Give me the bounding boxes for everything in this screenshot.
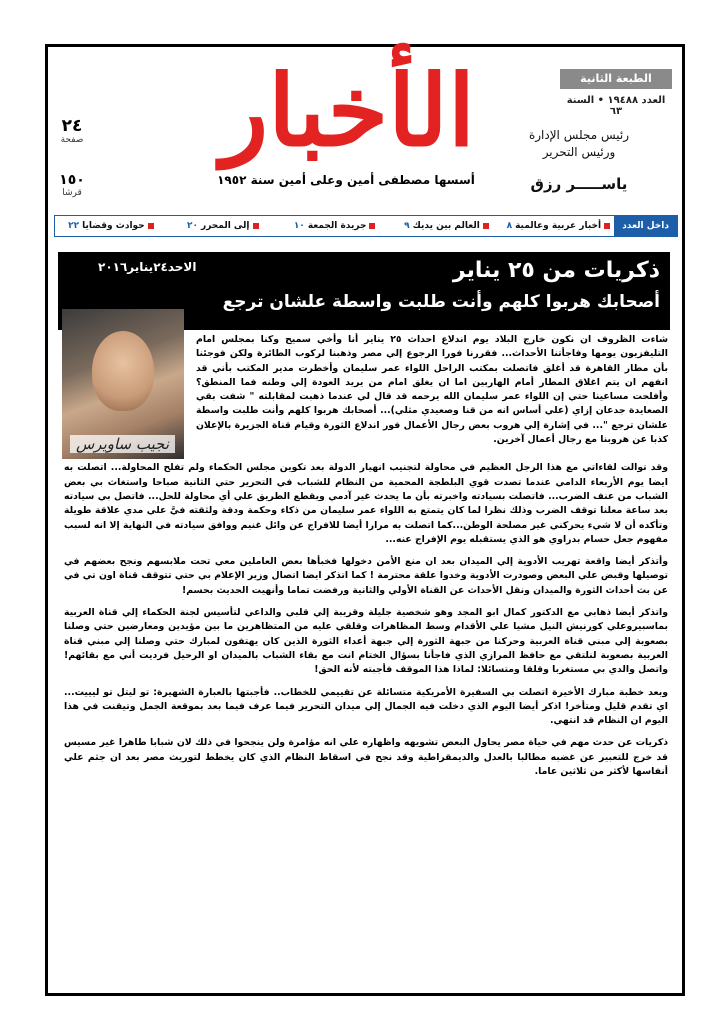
- masthead: [48, 47, 682, 212]
- article-date: الاحد٢٤يناير٢٠١٦: [98, 260, 197, 274]
- index-label: داخل العدد: [614, 216, 677, 236]
- bullet-icon: [369, 223, 375, 229]
- article-paragraph: وبعد خطبة مبارك الأخيرة اتصلت بي السفيرة الأمريكية متسائلة عن تقييمي للخطاب.. فأجبتها بالعبارة الشهيرة: تو ليتل تو ليييت... اي تقدم قليل ومتأخر! اذكر أيضا اليوم الذي دخلت فيه الجمال إلي ميدان التحرير فيما عرف فيما بعد بموقعة الجمل وتيقنت في هذا اليوم ان النظام قد انتهي.: [64, 686, 668, 727]
- article-paragraph: ذكريات عن حدث مهم في حياة مصر يحاول البعض تشويهه واظهاره علي انه مؤامرة ولن ينجحوا في ذلك لان شبابا طاهرا غير مسيس قد خرج للتعبير عن غضبه مطالبا بالعدل والديمقراطية وقد نجح في اسقاط النظام الذي كان يخطط لتوريث مصر بعد ان جثم علي أنفاسها لأكثر من ثلاثين عاما.: [64, 737, 668, 778]
- index-item[interactable]: [279, 221, 391, 231]
- founders-line: أسسها مصطفى أمين وعلى أمين سنة ١٩٥٢: [217, 173, 475, 187]
- index-item-text: حوادث وقضايا: [82, 221, 145, 231]
- author-signature: نجيب ساويرس: [70, 435, 175, 453]
- index-item-text: إلى المحرر: [201, 221, 250, 231]
- index-item-text: أخبار عربية وعالمية: [515, 221, 602, 231]
- article-paragraph: وقد توالت لقاءاتي مع هذا الرجل العظيم في محاولة لتجنيب انهيار الدولة بعد تكوين مجلس الحكماء ولم تفلح المحاولة... اتصلت به ايضا يوم الأربعاء الدامي عندما تصدت قوي البلطجة المحمية من النظام للشباب في التحرير حتي الثانية صباحا واستغاث بي بعض الشباب من عنف الضرب... فاتصلت بسيادته واخبرته بأن ما يحدث غير آدمي ويقطع الطريق علي أي محاولة للحل... فاتصل بي سيادته بعد ساعة معلنا توقف الضرب وذلك نظرا لما كان يتمتع به اللواء عمر سليمان من ذكاء وحكمة ودقة ولثقته فيَّ علي مدي علاقة طويلة وتأكده أن لا شيء يحركني غير مصلحة الوطن...كما اتصلت به مرارا أيضا للافراج عن وائل غنيم ووافق سيادته في النهاية إلا انه لسبب مفهوم جعل حسام بدراوي هو الذي يستقبله يوم الإفراج عنه...: [64, 462, 668, 545]
- price: [56, 172, 88, 198]
- article-paragraph: وأتذكر أيضا واقعة تهريب الأدوية إلي الميدان بعد ان منع الأمن دخولها فخبأها بعض العاملين معي تحت ملابسهم ونجح بعضهم في توصيلها وقبض علي البعض وصودرت الأدوية وخدوا علقة محترمة ! كما اتذكر ايضا اتصال وزير الإعلام بي حتي تتوقف قناة اون تي في عن بث أحداث الثورة والميدان ونقل الأحداث عن القناة الأولي والثانية ورفضت تماما وأنهيت الحديث بحسم!: [64, 556, 668, 596]
- index-item[interactable]: [55, 221, 167, 231]
- bullet-icon: [604, 223, 610, 229]
- article-paragraph: شاءت الظروف ان نكون خارج البلاد يوم اندلاع احداث ٢٥ يناير أنا وأخي سميح وكنا بمجلس امام التليفزيون يومها وفاجأتنا الأحداث... فقررنا فورا الرجوع إلي مصر وذهبنا لركوب الطائرة ولكن فوجئنا بأن مطار القاهرة قد أغلق فاتصلت بمكتب الراحل اللواء عمر سليمان وأخطرت مدير المكتب بأني قد انفهم ان يتم اغلاق المطار أمام الهاربين اما ان يغلق امام من يريد العودة إلي وطنه فما المنطق؟ وأفلحت مساعينا حتي إن اللواء عمر سليمان الله يرحمه قد قال لي عندما ذهبت لمقابلته " شفت بقي الصعايدة جدعان إزاي (علي أساس انه من قنا وصعيدي مثلي)... أصحابك هربوا كلهم وأنت طلبت واسطة علشان ترجع "... في إشارة إلي هروب بعض رجال الأعمال فور اندلاع الثورة وقيام قناة الجزيرة بالإعلان كذبا عن هروبنا مع رجال أعمال آخرين.: [196, 334, 668, 446]
- index-item-page: ١٠: [293, 221, 305, 231]
- bullet-icon: [483, 223, 489, 229]
- index-item-page: ٢٢: [68, 221, 80, 231]
- newspaper-page: [45, 44, 685, 996]
- index-item-text: العالم بين يديك: [412, 221, 480, 231]
- page-count-label: صفحة: [60, 135, 84, 145]
- board-line-1: رئيس مجلس الإدارة: [528, 128, 630, 142]
- index-item[interactable]: [502, 221, 614, 231]
- index-item-page: ٢٠: [187, 221, 199, 231]
- issue-number: العدد ١٩٤٨٨ • السنة ٦٣: [566, 95, 666, 117]
- newspaper-logo: الأخبار: [220, 54, 476, 169]
- article-subtitle: أصحابك هربوا كلهم وأنت طلبت واسطة علشان ترجع: [222, 292, 660, 312]
- bullet-icon: [253, 223, 259, 229]
- edition-badge: الطبعة الثانية: [560, 69, 672, 89]
- index-item[interactable]: [167, 221, 279, 231]
- bullet-icon: [148, 223, 154, 229]
- index-item[interactable]: [391, 221, 503, 231]
- price-value: ١٥٠: [59, 172, 85, 188]
- board-title: [524, 127, 634, 161]
- index-item-page: ٨: [506, 221, 513, 231]
- board-line-2: ورئيس التحرير: [542, 145, 616, 159]
- article-paragraph: واتذكر أيضا ذهابي مع الدكتور كمال ابو المجد وهو شخصية جليلة وقريبة إلي قلبي والداعي لتأسيس لجنة الحكماء إلي قناة العربية بماسبيروعلي كورنيش النيل مشيا علي الأقدام وسط المظاهرات وقلقي عليه من المتظاهرين ما بين مؤيدين ومعارضين حتي وصلنا بصعوبة إلي مبني قناة العربية وحركنا من جبهة الثورة إلي جبهة أعداء الثورة الذين كان يهتفون لمبارك حتي وصلنا إلي مبني قناة العربية بصعوبة لنلتقي مع حافظ المرازي الذي فاجأنا بسؤال الختام انت مع بقاء الشباب بالميدان او الرحيل فرديت أني مع بقائهم! واتصل والدي بي مستغربا وقلقا ومتسائلا: لماذا هذا الموقف فأجبته لأنه الحق!: [64, 607, 668, 676]
- index-bar: [54, 215, 678, 237]
- index-item-page: ٩: [404, 221, 410, 231]
- price-label: قرشا: [62, 188, 82, 198]
- editor-name: ياســـــر رزق: [530, 175, 628, 193]
- index-item-text: جريدة الجمعة: [307, 221, 367, 231]
- article-title: ذكريات من ٢٥ يناير: [452, 258, 660, 283]
- article-body: [64, 333, 668, 787]
- page-count: [56, 117, 88, 145]
- page-count-value: ٢٤: [61, 116, 83, 136]
